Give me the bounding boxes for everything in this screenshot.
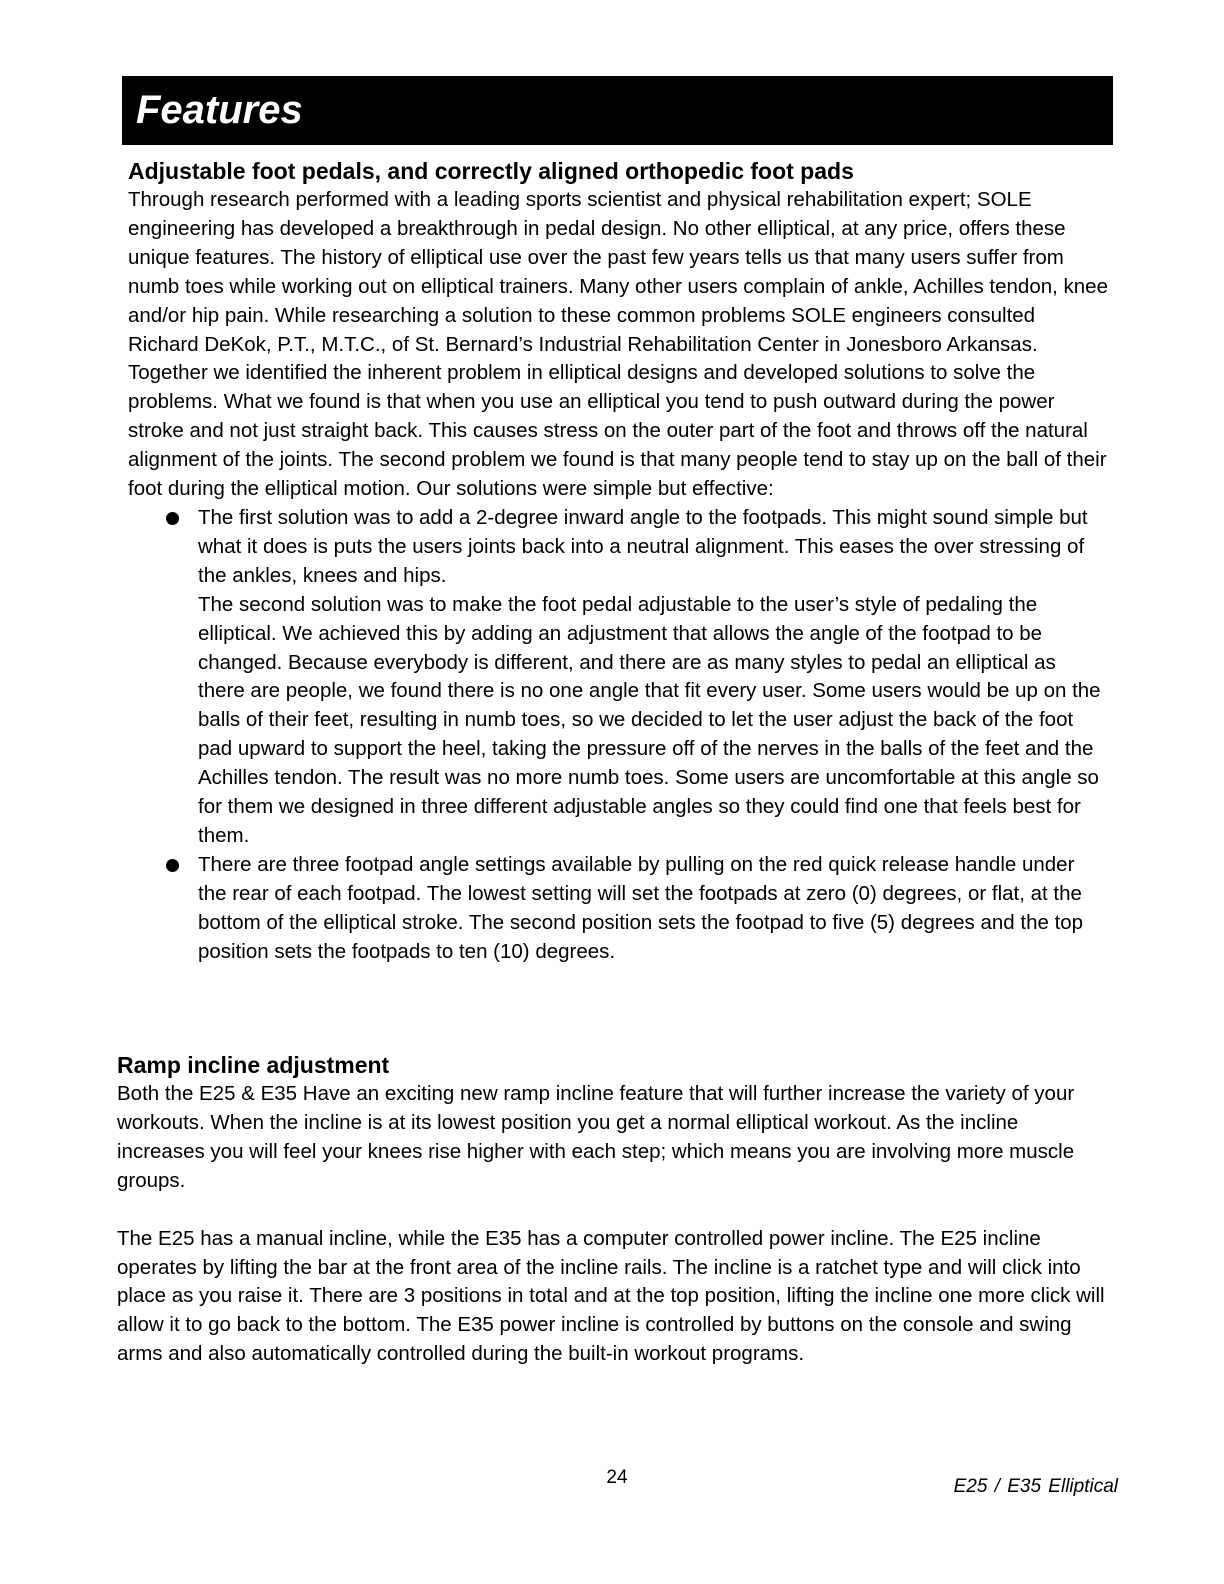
section-banner bbox=[122, 76, 1113, 145]
pedals-intro-paragraph: Through research performed with a leading sports scientist and physical rehabilitation expert; SOLE engineering has developed a breakthrough in pedal design. No other elliptical, at any price, offers these unique features. The history of elliptical use over the past few years tells us that many users suffer from numb toes while working out on elliptical trainers. Many other users complain of ankle, Achilles tendon, knee and/or hip pain. While researching a solution to these common problems SOLE engineers consulted Richard DeKok, P.T., M.T.C., of St. Bernard’s Industrial Rehabilitation Center in Jonesboro Arkansas. Together we identified the inherent problem in elliptical designs and developed solutions to solve the problems. What we found is that when you use an elliptical you tend to push outward during the power stroke and not just straight back. This causes stress on the outer part of the foot and throws off the natural alignment of the joints. The second problem we found is that many people tend to stay up on the ball of their foot during the elliptical motion. Our solutions were simple but effective: bbox=[128, 188, 1108, 501]
pedals-bullet-list bbox=[128, 504, 1108, 967]
bullet-text-first-solution: The first solution was to add a 2-degree inward angle to the footpads. This might sound simple but what it does is puts the users joints back into a neutral alignment. This eases the over stressing of the ankles, knees and hips. bbox=[198, 505, 1088, 587]
bullet-icon bbox=[166, 859, 179, 872]
bullet-text-angle-settings: There are three footpad angle settings available by pulling on the red quick release handle under the rear of each footpad. The lowest setting will set the footpads at zero (0) degrees, or flat, at the bottom of the elliptical stroke. The second position sets the footpad to five (5) degrees and the top position sets the footpads to ten (10) degrees. bbox=[198, 852, 1084, 963]
ramp-heading: Ramp incline adjustment bbox=[117, 1052, 390, 1078]
ramp-paragraph-1: Both the E25 & E35 Have an exciting new ramp incline feature that will further increase the variety of your workouts. When the incline is at its lowest position you get a normal elliptical workout. As the incline increases you will feel your knees rise higher with each step; which means you are involving more muscle groups. bbox=[117, 1082, 1075, 1192]
bullet-text-second-solution: The second solution was to make the foot pedal adjustable to the user’s style of pedaling the elliptical. We achieved this by adding an adjustment that allows the angle of the footpad to be changed. Because everybody is different, and there are as many styles to pedal an elliptical as there are people, we found there is no one angle that fit every user. Some users would be up on the balls of their feet, resulting in numb toes, so we decided to let the user adjust the back of the foot pad upward to support the heel, taking the pressure off of the nerves in the balls of the feet and the Achilles tendon. The result was no more numb toes. Some users are uncomfortable at this angle so for them we designed in three different adjustable angles so they could find one that feels best for them. bbox=[198, 592, 1101, 847]
ramp-paragraph-2: The E25 has a manual incline, while the E35 has a computer controlled power incline. The E25 incline operates by lifting the bar at the front area of the incline rails. The incline is a ratchet type and will click into place as you raise it. There are 3 positions in total and at the top position, lifting the incline one more click will allow it to go back to the bottom. The E35 power incline is controlled by buttons on the console and swing arms and also automatically controlled during the built-in workout programs. bbox=[117, 1226, 1105, 1366]
ramp-section bbox=[117, 1050, 1107, 1369]
page-title: Features bbox=[136, 88, 303, 132]
footer-document-title: E25 / E35 Elliptical bbox=[953, 1476, 1118, 1497]
list-item bbox=[128, 504, 1108, 851]
bullet-icon bbox=[166, 512, 179, 525]
pedals-heading: Adjustable foot pedals, and correctly aligned orthopedic foot pads bbox=[128, 158, 854, 184]
list-item bbox=[128, 851, 1108, 967]
page-number: 24 bbox=[606, 1467, 628, 1488]
pedals-section bbox=[128, 156, 1108, 966]
paragraph-spacer bbox=[117, 1196, 1107, 1225]
